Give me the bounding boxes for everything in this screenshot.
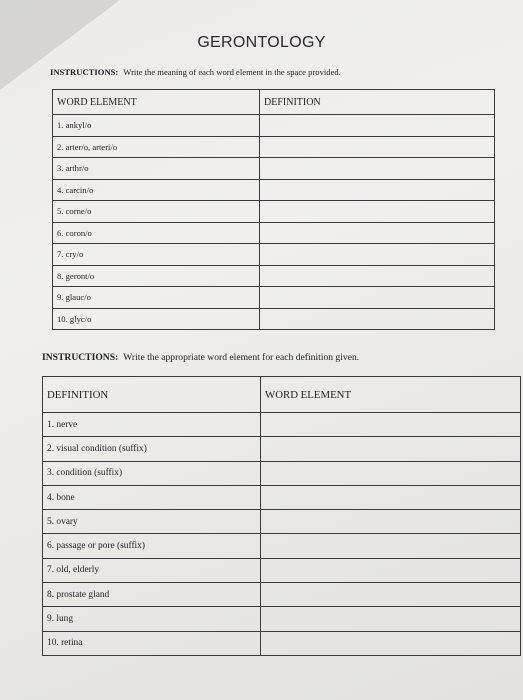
table-row	[43, 510, 521, 534]
prompt-cell: 6. coron/o	[53, 222, 260, 244]
definition-table	[42, 376, 521, 656]
prompt-cell: 2. visual condition (suffix)	[43, 437, 261, 461]
answer-cell[interactable]	[260, 308, 495, 330]
table-header-row	[43, 377, 521, 413]
table-row	[53, 308, 495, 330]
answer-cell[interactable]	[260, 287, 495, 309]
table-row	[53, 158, 495, 180]
table-row	[53, 115, 495, 137]
instructions-1-label: INSTRUCTIONS:	[50, 67, 119, 77]
answer-cell[interactable]	[260, 265, 495, 287]
instructions-1-text: Write the meaning of each word element in the space provided.	[123, 67, 341, 77]
answer-cell[interactable]	[260, 158, 495, 180]
table-row	[43, 485, 521, 509]
prompt-cell: 4. carcin/o	[53, 179, 260, 201]
answer-cell[interactable]	[261, 413, 521, 437]
table-header-row	[53, 90, 495, 115]
column-header-word-element: WORD ELEMENT	[53, 90, 260, 115]
table-row	[43, 413, 521, 437]
answer-cell[interactable]	[260, 136, 495, 158]
table-row	[43, 461, 521, 485]
table-row	[53, 287, 495, 309]
answer-cell[interactable]	[261, 534, 521, 558]
answer-cell[interactable]	[261, 437, 521, 461]
prompt-cell: 5. ovary	[43, 510, 261, 534]
answer-cell[interactable]	[261, 485, 521, 509]
page-title: GERONTOLOGY	[197, 34, 326, 51]
table-row	[53, 136, 495, 158]
prompt-cell: 3. arthr/o	[53, 158, 260, 180]
prompt-cell: 7. old, elderly	[43, 558, 261, 582]
answer-cell[interactable]	[261, 583, 521, 607]
instructions-2	[42, 352, 359, 363]
prompt-cell: 10. retina	[43, 631, 261, 655]
table-row	[53, 265, 495, 287]
instructions-2-label: INSTRUCTIONS:	[42, 352, 119, 363]
answer-cell[interactable]	[260, 201, 495, 223]
answer-cell[interactable]	[261, 607, 521, 631]
prompt-cell: 8. prostate gland	[43, 583, 261, 607]
answer-cell[interactable]	[261, 631, 521, 655]
table-row	[43, 558, 521, 582]
prompt-cell: 7. cry/o	[53, 244, 260, 266]
table-row	[53, 244, 495, 266]
prompt-cell: 10. glyc/o	[53, 308, 260, 330]
prompt-cell: 5. corne/o	[53, 201, 260, 223]
table-row	[43, 437, 521, 461]
table-row	[43, 607, 521, 631]
prompt-cell: 9. lung	[43, 607, 261, 631]
prompt-cell: 6. passage or pore (suffix)	[43, 534, 261, 558]
word-element-table	[52, 89, 495, 330]
answer-cell[interactable]	[260, 115, 495, 137]
prompt-cell: 1. ankyl/o	[53, 115, 260, 137]
instructions-2-text: Write the appropriate word element for each definition given.	[123, 352, 360, 363]
answer-cell[interactable]	[261, 510, 521, 534]
prompt-cell: 8. geront/o	[53, 265, 260, 287]
prompt-cell: 2. arter/o, arteri/o	[53, 136, 260, 158]
column-header-definition: DEFINITION	[43, 377, 261, 413]
answer-cell[interactable]	[261, 461, 521, 485]
column-header-word-element: WORD ELEMENT	[261, 377, 521, 413]
instructions-1	[50, 67, 341, 77]
prompt-cell: 9. glauc/o	[53, 287, 260, 309]
prompt-cell: 4. bone	[43, 485, 261, 509]
answer-cell[interactable]	[260, 222, 495, 244]
table-row	[53, 201, 495, 223]
answer-cell[interactable]	[260, 179, 495, 201]
answer-cell[interactable]	[260, 244, 495, 266]
table-row	[53, 179, 495, 201]
table-row	[53, 222, 495, 244]
prompt-cell: 3. condition (suffix)	[43, 461, 261, 485]
table-row	[43, 534, 521, 558]
table-row	[43, 583, 521, 607]
table-row	[43, 631, 521, 655]
prompt-cell: 1. nerve	[43, 413, 261, 437]
answer-cell[interactable]	[261, 558, 521, 582]
column-header-definition: DEFINITION	[260, 90, 495, 115]
